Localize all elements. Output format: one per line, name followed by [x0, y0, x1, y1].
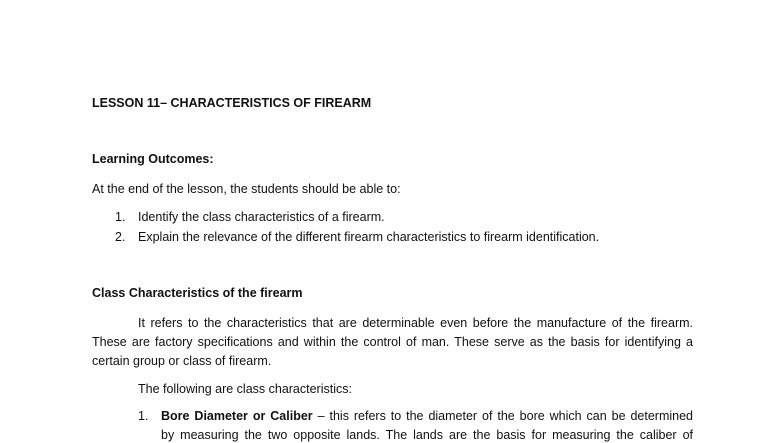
- lesson-title: LESSON 11– CHARACTERISTICS OF FIREARM: [92, 96, 372, 110]
- list-item-line: [161, 408, 693, 424]
- list-item-text: Identify the class characteristics of a firearm.: [138, 210, 385, 224]
- learning-outcomes-heading: Learning Outcomes:: [92, 152, 214, 166]
- class-list-intro: The following are class characteristics:: [138, 382, 352, 396]
- list-item-line: by measuring the two opposite lands. The lands are the basis for measuring the caliber of: [161, 428, 693, 442]
- list-item-number: 1.: [138, 409, 149, 423]
- paragraph-line: It refers to the characteristics that are determinable even before the manufacture of the firearm.: [138, 316, 693, 330]
- list-item-text: Explain the relevance of the different firearm characteristics to firearm identification.: [138, 230, 600, 244]
- term-description: – this refers to the diameter of the bore which can be determined: [312, 409, 693, 423]
- list-item-number: 2.: [115, 230, 126, 244]
- term-label: Bore Diameter or Caliber: [161, 409, 313, 423]
- class-characteristics-heading: Class Characteristics of the firearm: [92, 286, 303, 300]
- paragraph-line: These are factory specifications and within the control of man. These serve as the basis for identifying a: [92, 335, 693, 349]
- paragraph-line: certain group or class of firearm.: [92, 354, 272, 368]
- outcomes-intro: At the end of the lesson, the students should be able to:: [92, 182, 401, 196]
- list-item-number: 1.: [115, 210, 126, 224]
